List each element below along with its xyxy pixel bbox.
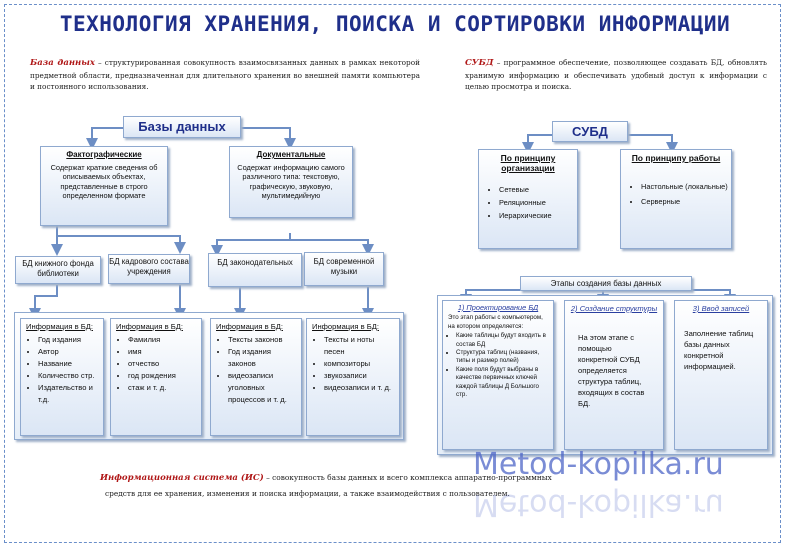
- list-item: • Издательство и т.д.: [38, 382, 98, 406]
- dbms-by-organization-title: По принципу организации: [500, 153, 556, 173]
- database-term: База данных: [30, 58, 95, 68]
- dbms-definition-text: – программное обеспечение, позволяющее создавать БД, обновлять хранимую информацию и обеспечивать удобный доступ к информации с целью просмотра и поиска.: [465, 58, 767, 92]
- list-item: • Сетевые: [499, 183, 577, 196]
- stages-header: Этапы создания базы данных: [520, 276, 692, 291]
- list-item: • Количество стр.: [38, 370, 98, 382]
- stage-structure-box: [564, 300, 664, 450]
- info-system-term: Информационная система (ИС): [100, 473, 264, 483]
- watermark-reflection: Metod-kopilka.ru: [473, 487, 724, 522]
- list-item: • Настольные (локальные): [641, 181, 731, 192]
- list-item: • отчество: [128, 358, 196, 370]
- watermark: Metod-kopilka.ru: [473, 447, 724, 482]
- dbms-header: СУБД: [552, 121, 628, 142]
- factual-db-box: [40, 146, 168, 226]
- law-info-box: [210, 318, 302, 436]
- dbms-by-work-box: [620, 149, 732, 249]
- stage-design-intro: Это этап работы с компьютером, на котором определяется:: [448, 314, 543, 330]
- dbms-term: СУБД: [465, 58, 494, 68]
- list-item: • Название: [38, 358, 98, 370]
- list-item: • Тексты и ноты песен: [324, 334, 394, 358]
- dbms-by-work-title: По принципу работы: [631, 153, 721, 163]
- list-item: • Какие поля будут выбраны в качестве первичных ключей каждой таблицы Д Большого стр.: [456, 366, 548, 400]
- documentary-db-title: Документальные: [256, 150, 326, 159]
- stage-design-box: [442, 300, 554, 450]
- stage-design-title: 1) Проектирование БД: [457, 303, 539, 312]
- list-item: • композиторы: [324, 358, 394, 370]
- library-db-box: БД книжного фонда библиотеки: [15, 256, 101, 284]
- music-info-box: [306, 318, 400, 436]
- music-info-header: Информация в БД:: [312, 322, 379, 331]
- stage-records-text: Заполнение таблиц базы данных конкретной информацией.: [684, 329, 754, 371]
- database-definition-text: – структурированная совокупность взаимосвязанных данных в рамках некоторой предметной области, предназначенная для длительного хранения во внешней памяти компьютера и постоянного использования.: [30, 58, 420, 92]
- list-item: • Тексты законов: [228, 334, 296, 346]
- list-item: • год рождения: [128, 370, 196, 382]
- page-title: ТЕХНОЛОГИЯ ХРАНЕНИЯ, ПОИСКА И СОРТИРОВКИ ИНФОРМАЦИИ: [59, 12, 731, 36]
- list-item: • Какие таблицы будут входить в состав БД: [456, 332, 548, 349]
- info-system-text-1: – совокупность базы данных и всего комплекса аппаратно-программных: [263, 473, 552, 482]
- library-info-box: [20, 318, 104, 436]
- staff-info-box: [110, 318, 202, 436]
- documentary-db-box: [229, 146, 353, 218]
- list-item: • видеозаписи уголовных процессов и т. д.: [228, 370, 296, 406]
- music-db-box: БД современной музыки: [304, 252, 384, 286]
- documentary-db-text: Содержат информацию самого различного типа: текстовую, графическую, звуковую, мультимедийную: [237, 162, 345, 200]
- list-item: • Структура таблиц (названия, типы и размер полей): [456, 349, 548, 366]
- staff-info-header: Информация в БД:: [116, 322, 183, 331]
- list-item: • звукозаписи: [324, 370, 394, 382]
- list-item: • Год издания законов: [228, 346, 296, 370]
- list-item: • имя: [128, 346, 196, 358]
- list-item: • Фамилия: [128, 334, 196, 346]
- stage-structure-title: 2) Создание структуры: [570, 304, 658, 313]
- dbms-by-organization-box: [478, 149, 578, 249]
- list-item: • стаж и т. д.: [128, 382, 196, 394]
- library-info-header: Информация в БД:: [26, 322, 93, 331]
- list-item: • Автор: [38, 346, 98, 358]
- info-system-text-2: средств для ее хранения, изменения и поиска информации, а также взаимодействия с пользователем.: [105, 489, 510, 498]
- staff-db-box: БД кадрового состава учреждения: [108, 254, 190, 284]
- list-item: • Серверные: [641, 196, 731, 207]
- list-item: • Иерархические: [499, 209, 577, 222]
- stage-records-title: 3) Ввод записей: [692, 304, 750, 313]
- stage-records-box: [674, 300, 768, 450]
- stage-structure-text: На этом этапе с помощью конкретной СУБД определяется структура таблиц, входящих в состав БД.: [578, 333, 645, 408]
- factual-db-title: Фактографические: [66, 150, 142, 159]
- list-item: • видеозаписи и т. д.: [324, 382, 394, 394]
- list-item: • Реляционные: [499, 196, 577, 209]
- databases-header: Базы данных: [123, 116, 241, 138]
- list-item: • Год издания: [38, 334, 98, 346]
- law-db-box: БД законодательных: [208, 253, 302, 287]
- factual-db-text: Содержат краткие сведения об описываемых объектах, представленные в строго определенном формате: [50, 162, 158, 200]
- law-info-header: Информация в БД:: [216, 322, 283, 331]
